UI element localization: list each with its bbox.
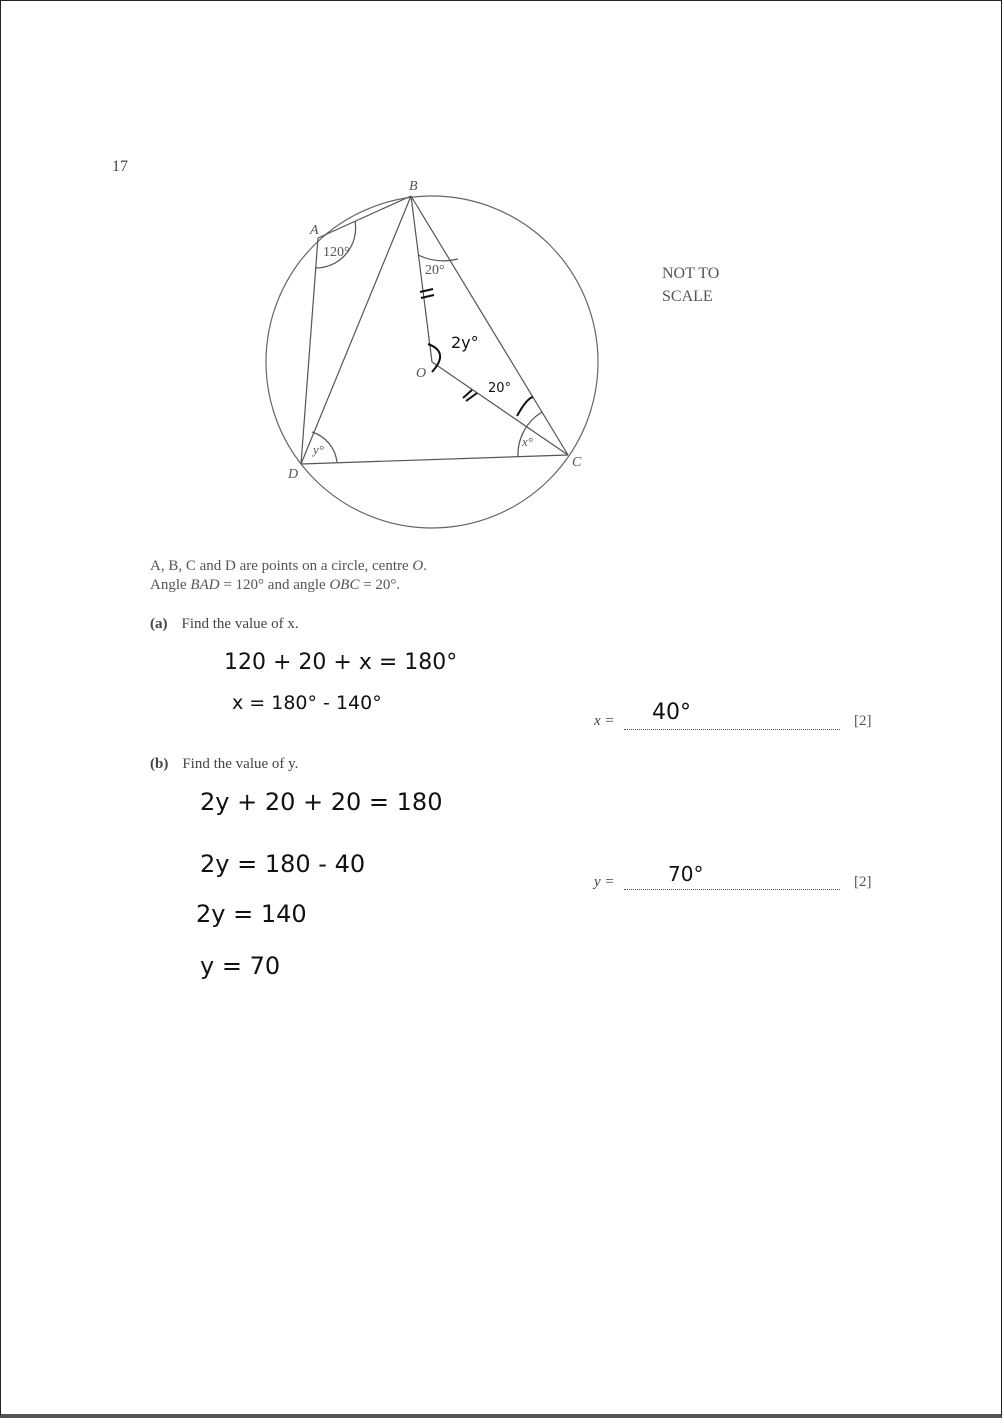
edge-dc [301, 455, 568, 464]
angle-adc-label: y° [313, 442, 324, 457]
arc-obc [418, 255, 458, 261]
label-a: A [310, 223, 319, 238]
label-d: D [288, 467, 299, 482]
edge-ab [318, 196, 411, 238]
part-b-working-3: 2y = 140 [196, 900, 307, 928]
part-a-answer-line [624, 729, 840, 730]
part-a-marks: [2] [854, 713, 872, 729]
handwritten-arc-ocb [517, 397, 533, 416]
label-c: C [572, 455, 582, 470]
handwritten-2y: 2y° [451, 333, 479, 352]
part-b-prompt: (b) Find the value of y. [150, 756, 299, 772]
circle-diagram [0, 0, 1004, 600]
label-b: B [409, 179, 418, 194]
stem-line-2: Angle BAD = 120° and angle OBC = 20°. [150, 577, 401, 593]
part-a-working-2: x = 180° - 140° [232, 692, 382, 714]
part-b-answer: 70° [668, 862, 704, 886]
question-stem [150, 557, 427, 595]
edge-oc [432, 362, 568, 455]
part-b-marks: [2] [854, 874, 872, 890]
part-b-working-4: y = 70 [200, 952, 281, 980]
note-line-1: NOT TO [662, 265, 720, 282]
edge-bc [411, 196, 568, 455]
angle-bcd-label: x° [522, 434, 533, 449]
angle-bad-label: 120° [323, 245, 350, 260]
handwritten-20: 20° [488, 381, 512, 396]
edge-ob [411, 196, 432, 362]
part-a-answer-label: x = [594, 713, 615, 729]
part-b-working-2: 2y = 180 - 40 [200, 850, 366, 878]
part-b-answer-line [624, 889, 840, 890]
part-a-answer: 40° [652, 700, 691, 725]
question-number: 17 [112, 158, 128, 175]
part-a-working-1: 120 + 20 + x = 180° [224, 650, 458, 675]
part-b-working-1: 2y + 20 + 20 = 180 [200, 788, 443, 816]
label-o: O [416, 366, 427, 381]
part-a-prompt: (a) Find the value of x. [150, 616, 299, 632]
angle-obc-label: 20° [425, 263, 445, 278]
note-line-2: SCALE [662, 288, 713, 305]
not-to-scale-note [662, 262, 719, 308]
stem-line-1: A, B, C and D are points on a circle, centre O. [150, 558, 428, 574]
part-b-answer-label: y = [594, 874, 615, 890]
